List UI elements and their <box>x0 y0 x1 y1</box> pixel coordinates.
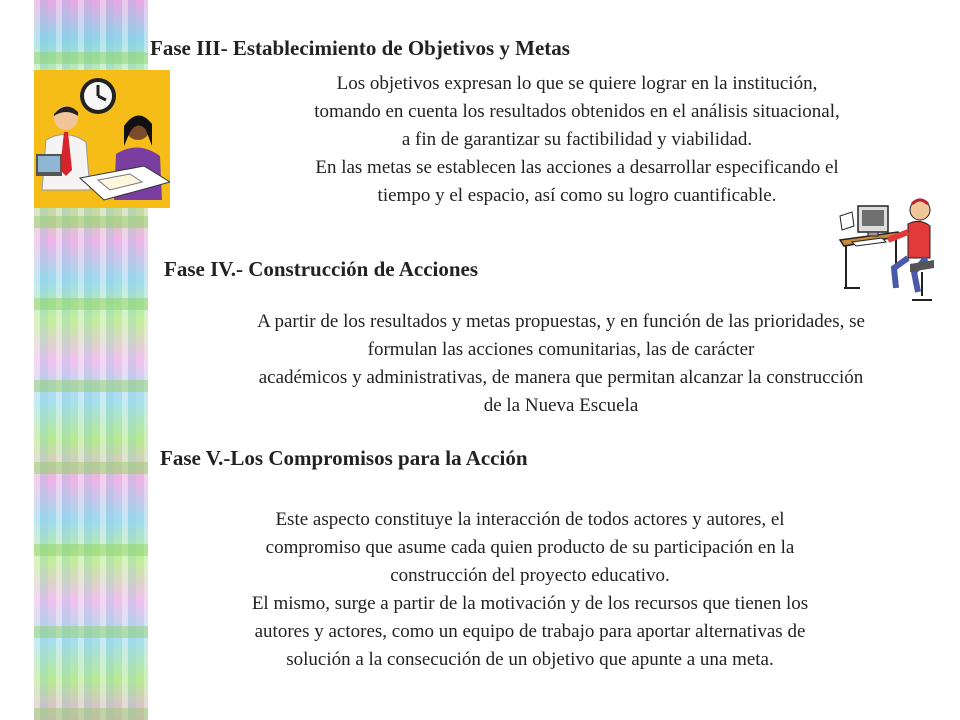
text-line: construcción del proyecto educativo. <box>390 565 670 586</box>
text-line: En las metas se establecen las acciones a desarrollar especificando el <box>315 157 839 178</box>
monitor-icon <box>858 206 888 236</box>
computer-user-clipart <box>834 196 946 306</box>
text-line: académicos y administrativas, de manera que permitan alcanzar la construcción <box>258 367 864 388</box>
clock-icon <box>80 78 116 114</box>
text-line: Este aspecto constituye la interacción de todos actores y autores, el <box>275 509 785 530</box>
text-line: Los objetivos expresan lo que se quiere lograr en la institución, <box>336 73 818 94</box>
text-line: solución a la consecución de un objetivo que apunte a una meta. <box>286 649 774 670</box>
heading-fase-5: Fase V.-Los Compromisos para la Acción <box>160 446 528 470</box>
paragraph-fase-5 <box>160 506 900 674</box>
paragraph-fase-3 <box>212 70 942 210</box>
text-line: de la Nueva Escuela <box>483 395 639 416</box>
paragraph-fase-4 <box>166 308 956 420</box>
text-line: A partir de los resultados y metas propuestas, y en función de las prioridades, se <box>257 311 865 332</box>
text-line: a fin de garantizar su factibilidad y viabilidad. <box>401 129 753 150</box>
heading-fase-4: Fase IV.- Construcción de Acciones <box>164 257 479 281</box>
text-line: formulan las acciones comunitarias, las de carácter <box>367 339 755 360</box>
text-line: compromiso que asume cada quien producto de su participación en la <box>265 537 795 558</box>
text-line: El mismo, surge a partir de la motivación y de los recursos que tienen los <box>251 593 809 614</box>
meeting-clipart <box>34 70 170 208</box>
text-line: tiempo y el espacio, así como su logro cuantificable. <box>377 185 777 206</box>
heading-fase-3: Fase III- Establecimiento de Objetivos y Metas <box>150 36 570 60</box>
text-line: autores y actores, como un equipo de trabajo para aportar alternativas de <box>254 621 806 642</box>
text-line: tomando en cuenta los resultados obtenidos en el análisis situacional, <box>314 101 840 122</box>
